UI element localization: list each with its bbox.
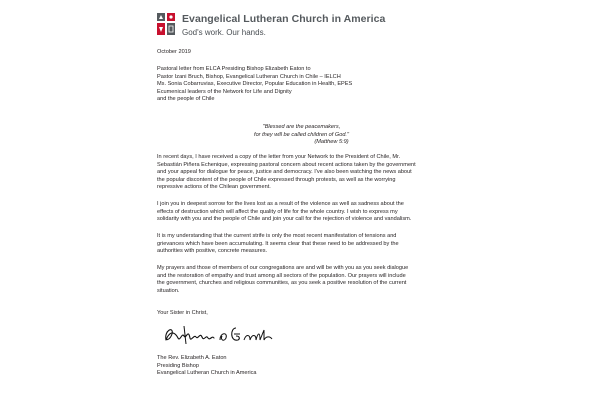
- quote-citation: (Matthew 5:9): [314, 139, 349, 146]
- signer-name: The Rev. Elizabeth A. Eaton: [157, 355, 227, 361]
- address-line: and the people of Chile: [157, 96, 215, 103]
- paragraph-line: the government, churches and religious communities, as you seek a positive resolution of the current: [157, 280, 407, 287]
- paragraph-line: It is my understanding that the current strife is only the most recent manifestation of tensions and: [157, 233, 397, 239]
- address-line: Ms. Sonia Cobarruvias, Executive Director, Popular Education in Health, EPES: [157, 81, 353, 88]
- address-line: Pastor Izani Bruch, Bishop, Evangelical Lutheran Church in Chile – IELCH: [157, 73, 341, 80]
- paragraph-line: Sebastián Piñera Echenique, expressing pastoral concern about recent actions taken by the government: [157, 161, 416, 168]
- paragraph-line: My prayers and those of members of our congregations are and will be with you as you seek dialogue: [157, 265, 409, 271]
- signature-block: [157, 355, 457, 378]
- paragraph-line: and the restoration of empathy and trust among all sectors of the population. Our prayers will include: [157, 272, 406, 279]
- tagline: God's work. Our hands.: [182, 28, 266, 37]
- paragraph-line: solidarity with you and the people of Chile and join your call for the rejection of violence and vandalism.: [157, 216, 412, 223]
- paragraph: [157, 233, 457, 256]
- paragraph-line: grievances which have been accumulating. It seems clear that these need to be addressed by the: [157, 240, 399, 247]
- letter-date: October 2019: [157, 49, 191, 55]
- paragraph: [157, 265, 457, 295]
- closing-salutation: Your Sister in Christ,: [157, 310, 208, 316]
- paragraph-line: I join you in deepest sorrow for the lives lost as a result of the violence as well as sadness about the: [157, 201, 404, 207]
- paragraph-line: the popular discontent of the people of Chile expressed through protests, as well as the worrying: [157, 176, 396, 183]
- signer-title: Presiding Bishop: [157, 362, 199, 369]
- quote-line: for they will be called children of God.": [254, 131, 349, 138]
- paragraph-line: and your appeal for dialogue for peace, justice and democracy. I've also been watching the news about: [157, 169, 412, 176]
- paragraph-line: authorities with positive, concrete measures.: [157, 248, 268, 255]
- quote-line: "Blessed are the peacemakers,: [262, 124, 341, 130]
- paragraph: [157, 201, 457, 224]
- paragraph-line: In recent days, I have received a copy of the letter from your Network to the President of Chile, Mr.: [157, 154, 401, 160]
- elca-cross-logo-icon: [155, 11, 177, 37]
- address-line: Ecumenical leaders of the Network for Life and Dignity: [157, 88, 292, 95]
- address-block: [157, 66, 457, 104]
- paragraph: [157, 154, 457, 192]
- scripture-quote: [157, 124, 446, 147]
- paragraph-line: effects of destruction which will affect the quality of life for the whole country. I wish to express my: [157, 208, 398, 215]
- paragraph-line: situation.: [157, 287, 180, 294]
- org-name: Evangelical Lutheran Church in America: [182, 13, 386, 25]
- address-line: Pastoral letter from ELCA Presiding Bishop Elizabeth Eaton to: [157, 66, 311, 72]
- handwritten-signature-icon: [160, 320, 280, 348]
- signer-org: Evangelical Lutheran Church in America: [157, 370, 257, 377]
- paragraph-line: repressive actions of the Chilean government.: [157, 184, 271, 191]
